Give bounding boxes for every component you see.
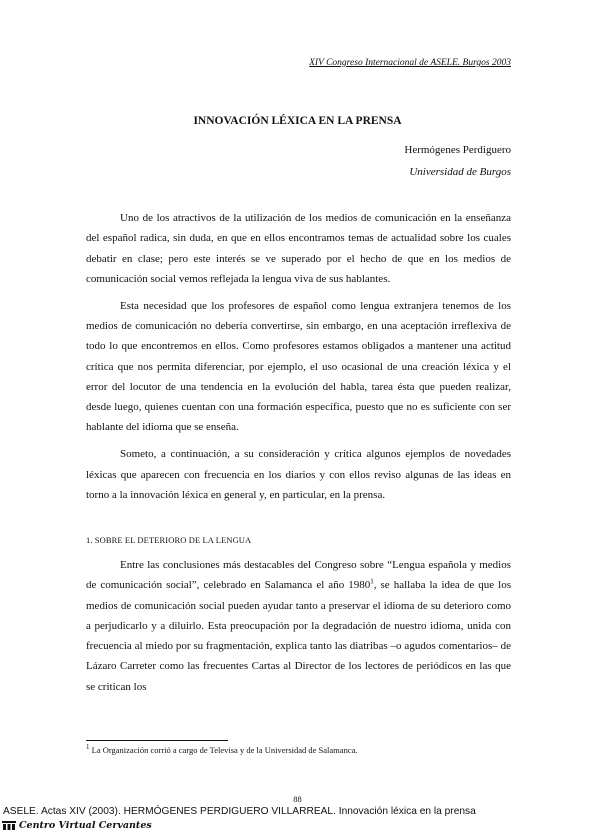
footnote-text: La Organización corrió a cargo de Televisa y de la Universidad de Salamanca.	[91, 745, 358, 755]
body-text	[86, 208, 511, 512]
cvc-logo-text: Centro Virtual Cervantes	[19, 820, 152, 831]
citation-line: ASELE. Actas XIV (2003). HERMÓGENES PERDIGUERO VILLARREAL. Innovación léxica en la prensa	[3, 806, 476, 817]
author-affiliation: Universidad de Burgos	[409, 166, 511, 178]
paragraph-text: Entre las conclusiones más destacables del Congreso sobre “Lengua española y medios de comunicación social”, celebrado en Salamanca el año 1980	[86, 559, 511, 592]
running-header: XIV Congreso Internacional de ASELE. Burgos 2003	[309, 58, 511, 68]
paragraph: Esta necesidad que los profesores de español como lengua extranjera tenemos de los medios de comunicación no debería convertirse, sin embargo, en una aceptación irreflexiva de todo lo que encontremos en ellos. Como profesores estamos obligados a mantener una actitud crítica que nos permita diferenciar, por ejemplo, el uso ocasional de una creación léxica y el error del locutor de una tendencia en la evolución del habla, tarea ésta que pueden realizar, desde luego, quienes cuentan con una formación específica, puesto que no es suficiente con ser hablante del idioma que se enseña.	[86, 299, 511, 434]
cvc-logo	[2, 820, 152, 831]
paragraph-text: , se hallaba la idea de que los medios de comunicación social pueden ayudar tanto a preservar el idioma de su deterioro como a perjudicarlo y a diluirlo. Esta preocupación por la degradación de nuestro idioma, unida con frecuencia al miedo por su fragmentación, explica tanto las diatribas –o agudos comentarios– de Lázaro Carreter como las frecuentes Cartas al Director de los lectores de periódicos en las que se critican los	[86, 579, 511, 693]
footnote-divider	[86, 740, 228, 741]
footnote-number: 1	[86, 743, 90, 752]
footnote-reference: 1	[370, 577, 374, 586]
footnote	[86, 745, 511, 755]
section-text	[86, 555, 511, 697]
paragraph: Uno de los atractivos de la utilización de los medios de comunicación en la enseñanza del español radica, sin duda, en que en ellos encontramos temas de actualidad sobre los cuales debatir en clase; pero este interés se ve superado por el hecho de que en los medios de comunicación social vemos reflejada la lengua viva de sus hablantes.	[86, 212, 511, 285]
cvc-logo-icon	[2, 821, 16, 830]
section-heading: 1. SOBRE EL DETERIORO DE LA LENGUA	[86, 535, 252, 545]
article-title: INNOVACIÓN LÉXICA EN LA PRENSA	[193, 115, 402, 127]
paragraph: Someto, a continuación, a su consideración y crítica algunos ejemplos de novedades léxicas que aparecen con frecuencia en los diarios y con ellos reviso algunas de las ideas en torno a la innovación léxica en general y, en particular, en la prensa.	[86, 448, 511, 501]
page-number: 88	[293, 794, 302, 804]
author-name: Hermógenes Perdiguero	[404, 144, 511, 156]
paragraph	[86, 555, 511, 697]
